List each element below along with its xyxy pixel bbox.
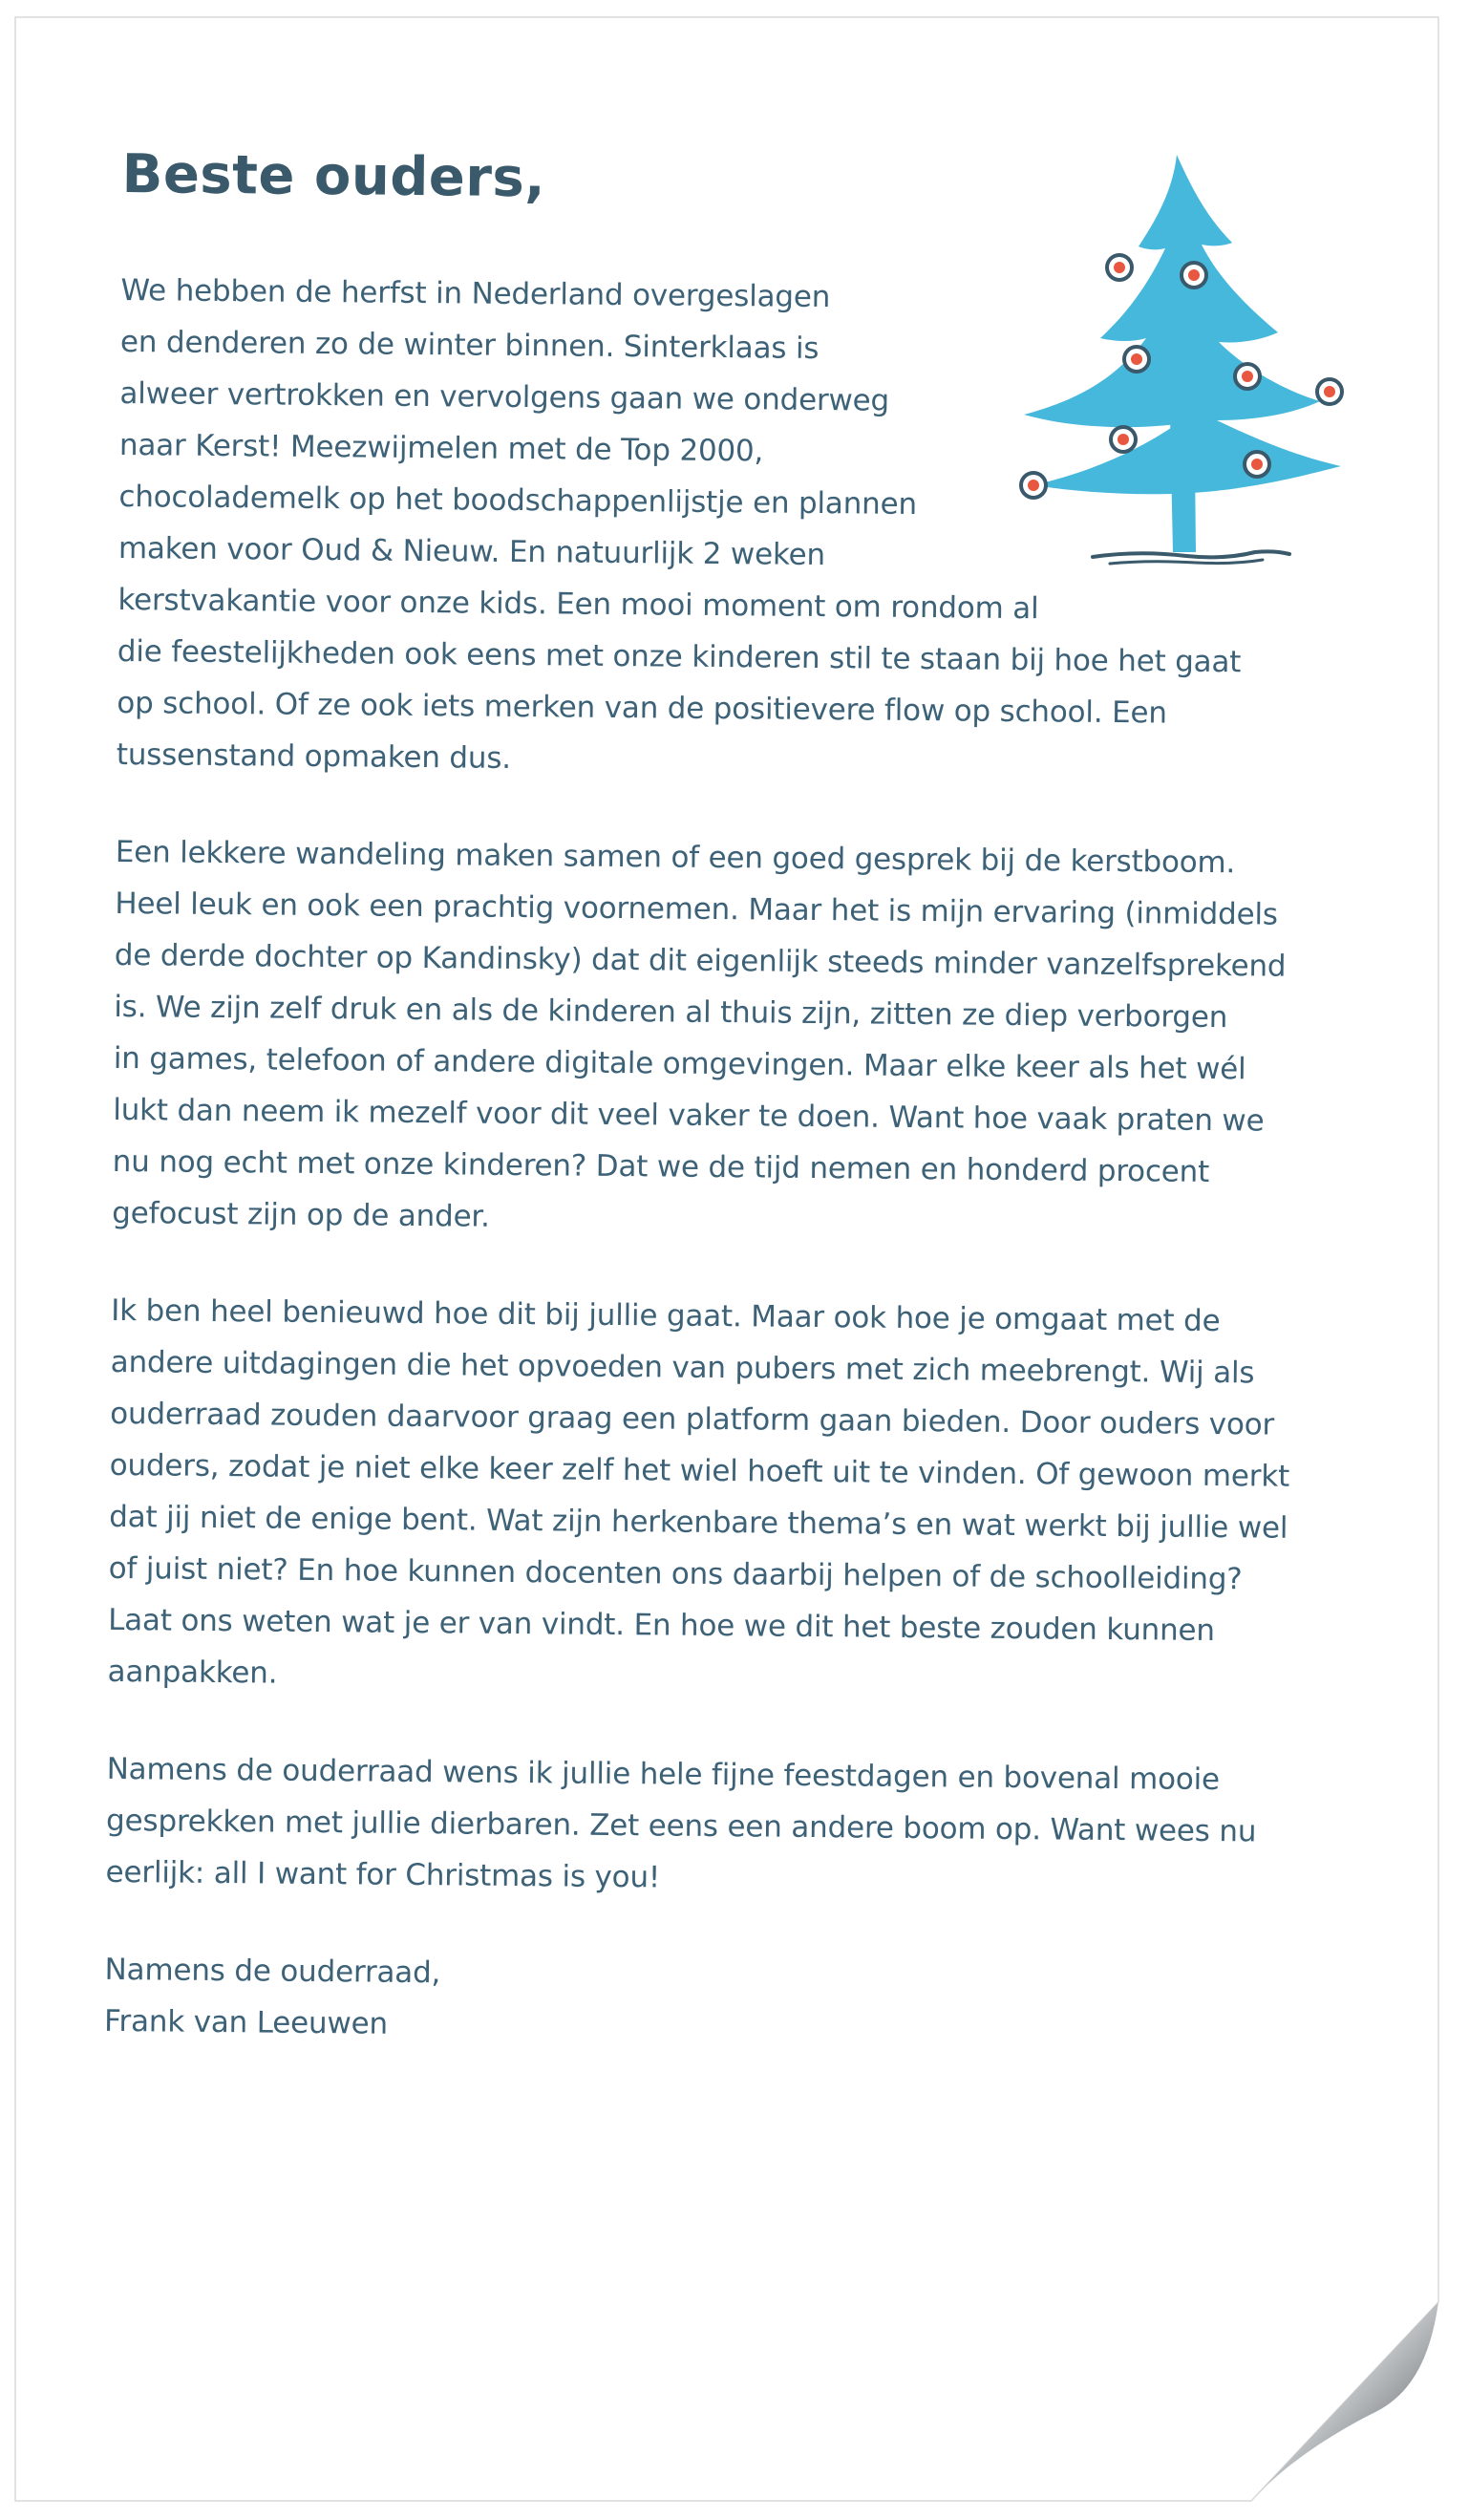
paragraph-3 <box>107 1285 1343 1709</box>
letter-body <box>103 143 1354 2104</box>
paragraph-line: op school. Of ze ook iets merken van de positievere flow op school. Een <box>117 685 1167 731</box>
paragraph-line: Ik ben heel benieuwd hoe dit bij jullie gaat. Maar ook hoe je omgaat met de <box>111 1292 1221 1339</box>
paragraph-line: dat jij niet de enige bent. Wat zijn herkenbare thema’s en wat werkt bij jullie wel <box>109 1499 1288 1546</box>
greeting: Beste ouders, <box>121 143 546 210</box>
paragraph-line: in games, telefoon of andere digitale omgevingen. Maar elke keer als het wél <box>113 1040 1246 1087</box>
paragraph-line: gesprekken met jullie dierbaren. Zet eens een andere boom op. Want wees nu <box>105 1803 1257 1849</box>
paragraph-line: Een lekkere wandeling maken samen of een goed gesprek bij de kerstboom. <box>115 834 1236 881</box>
paragraph-line: en denderen zo de winter binnen. Sinterklaas is <box>119 324 820 367</box>
paragraph-1 <box>117 265 1353 792</box>
page-curl <box>1232 2288 1442 2498</box>
paragraph-line: eerlijk: all I want for Christmas is you! <box>105 1854 661 1895</box>
paragraph-line: alweer vertrokken en vervolgens gaan we onderweg <box>119 375 890 418</box>
paragraph-line: Laat ons weten wat je er van vindt. En hoe we dit het beste zouden kunnen <box>107 1602 1216 1649</box>
paragraph-line: die feestelijkheden ook eens met onze kinderen stil te staan bij hoe het gaat <box>117 633 1242 680</box>
signature <box>104 1944 1337 2059</box>
paragraph-line: of juist niet? En hoe kunnen docenten ons daarbij helpen of de schoolleiding? <box>108 1550 1243 1597</box>
paragraph-line: aanpakken. <box>107 1654 278 1691</box>
paragraph-line: is. We zijn zelf druk en als de kinderen al thuis zijn, zitten ze diep verborgen <box>114 989 1228 1036</box>
paragraph-line: ouderraad zouden daarvoor graag een platform gaan bieden. Door ouders voor <box>110 1396 1275 1442</box>
paragraph-line: Namens de ouderraad wens ik jullie hele fijne feestdagen en bovenal mooie <box>106 1751 1221 1798</box>
paragraph-line: chocolademelk op het boodschappenlijstje en plannen <box>118 479 918 523</box>
paragraph-line: nu nog echt met onze kinderen? Dat we de tijd nemen en honderd procent <box>112 1143 1210 1189</box>
paragraph-line: tussenstand opmaken dus. <box>116 737 512 776</box>
paragraph-line: We hebben de herfst in Nederland overgeslagen <box>120 272 831 315</box>
paragraph-line: lukt dan neem ik mezelf voor dit veel vaker te doen. Want hoe vaak praten we <box>113 1092 1265 1139</box>
paragraph-line: Heel leuk en ook een prachtig voornemen. Maar het is mijn ervaring (inmiddels <box>115 886 1279 932</box>
paragraph-line: de derde dochter op Kandinsky) dat dit eigenlijk steeds minder vanzelfsprekend <box>114 937 1287 984</box>
paragraph-line: maken voor Oud & Nieuw. En natuurlijk 2 weken <box>117 530 826 573</box>
paragraph-line: ouders, zodat je niet elke keer zelf het wiel hoeft uit te vinden. Of gewoon merkt <box>109 1447 1290 1494</box>
paragraph-4 <box>105 1743 1338 1910</box>
signature-name: Frank van Leeuwen <box>103 2003 389 2041</box>
paragraph-line: andere uitdagingen die het opvoeden van pubers met zich meebrengt. Wij als <box>110 1344 1255 1391</box>
paragraph-line: naar Kerst! Meezwijmelen met de Top 2000, <box>118 427 764 469</box>
signature-line: Namens de ouderraad, <box>104 1952 441 1991</box>
paragraph-line: gefocust zijn op de ander. <box>112 1195 490 1234</box>
paragraph-2 <box>112 826 1348 1250</box>
paragraph-line: kerstvakantie voor onze kids. Een mooi moment om rondom al <box>117 582 1039 627</box>
